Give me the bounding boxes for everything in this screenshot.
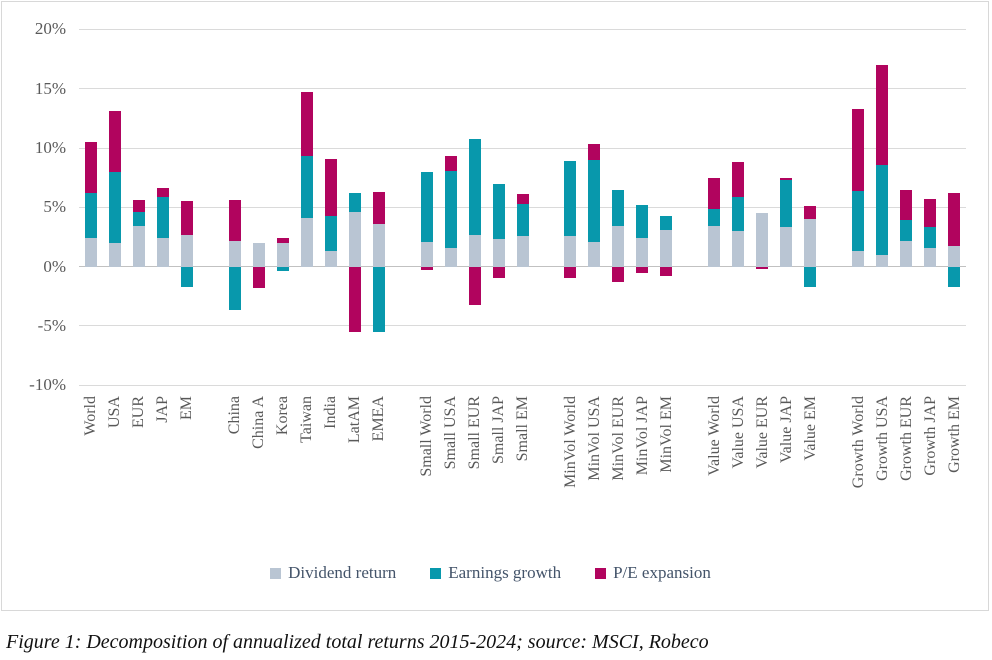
bar-segment-dividend-korea [277,243,289,267]
x-axis-category-label [321,396,340,546]
legend-swatch-earnings-icon [430,568,441,579]
x-axis-category-label-text: MinVol World [561,396,579,488]
gridline [79,385,966,386]
bar-segment-pe-small-jap [493,267,505,279]
bar-segment-pe-china-a [253,267,265,288]
bar-segment-pe-growth-jap [924,199,936,227]
bar-segment-earnings-latam [349,193,361,212]
bar-segment-pe-small-usa [445,156,457,170]
bar-segment-earnings-minvol-usa [588,160,600,242]
bar-segment-pe-latam [349,267,361,332]
bar-segment-dividend-value-usa [732,231,744,267]
x-axis-category-label-text: JAP [154,396,172,423]
x-axis-category-label-text: EUR [130,396,148,428]
x-axis-category-label-text: Value JAP [777,396,795,464]
gridline [79,325,966,326]
bar-segment-dividend-india [325,251,337,266]
bar-segment-pe-emea [373,192,385,224]
bar-segment-earnings-growth-usa [876,165,888,255]
bar-segment-dividend-china [229,241,241,267]
bar-segment-dividend-china-a [253,243,265,267]
x-axis-category-label-text: Growth EUR [897,396,915,481]
bar-segment-pe-eur [133,200,145,212]
x-axis-category-label-text: Value EM [801,396,819,461]
bar-segment-dividend-small-eur [469,235,481,267]
bar-segment-earnings-small-usa [445,171,457,248]
x-axis-category-label [297,396,316,546]
x-axis-category-label-text: MinVol EM [657,396,675,473]
x-axis-category-label [513,396,532,546]
x-axis-category-label [849,396,868,546]
x-axis-category-label-text: World [82,396,100,436]
bar-segment-dividend-taiwan [301,218,313,267]
bar-segment-earnings-minvol-em [660,216,672,230]
bar-segment-earnings-value-jap [780,180,792,227]
legend-label: P/E expansion [613,563,711,582]
legend-label: Dividend return [288,563,397,582]
bar-segment-dividend-minvol-jap [636,238,648,266]
bar-segment-dividend-growth-world [852,251,864,266]
bar-segment-dividend-minvol-usa [588,242,600,267]
bar-segment-dividend-latam [349,212,361,267]
bar-segment-pe-korea [277,238,289,243]
bar-segment-earnings-small-jap [493,184,505,240]
x-axis-category-label [369,396,388,546]
bar-segment-pe-value-em [804,206,816,219]
x-axis-category-label-text: Value EUR [753,396,771,469]
x-axis-category-label [777,396,796,546]
bar-segment-dividend-jap [157,238,169,266]
bar-segment-pe-world [85,142,97,193]
x-axis-category-label-text: Small EUR [466,396,484,470]
bar-segment-earnings-growth-world [852,191,864,251]
bar-segment-earnings-world [85,193,97,238]
x-axis-category-label-text: Growth World [849,396,867,489]
bar-segment-earnings-growth-eur [900,220,912,240]
x-axis-category-label-text: Small USA [442,396,460,470]
bar-segment-pe-jap [157,188,169,196]
x-axis-category-label-text: EMEA [370,396,388,442]
x-axis-category-label [561,396,580,546]
bar-segment-pe-india [325,159,337,216]
bar-segment-earnings-emea [373,267,385,332]
x-axis-category-label-text: Korea [274,396,292,436]
bar-segment-pe-growth-world [852,109,864,191]
bar-segment-dividend-emea [373,224,385,267]
x-axis-category-label-text: Growth USA [873,396,891,481]
bar-segment-pe-small-eur [469,267,481,305]
bar-segment-pe-minvol-usa [588,144,600,159]
bar-segment-earnings-value-usa [732,197,744,231]
bar-segment-dividend-growth-em [948,246,960,266]
x-axis-category-label [801,396,820,546]
bar-segment-earnings-small-world [421,172,433,242]
x-axis-category-label [249,396,268,546]
bar-segment-dividend-small-usa [445,248,457,267]
y-axis-tick-label: -5% [37,315,66,335]
bar-segment-earnings-value-em [804,267,816,287]
bar-segment-dividend-usa [109,243,121,267]
x-axis-category-label-text: Value USA [729,396,747,469]
bar-segment-dividend-value-em [804,219,816,266]
x-axis-category-label [897,396,916,546]
chart-legend [47,562,934,584]
x-axis-category-label-text: Taiwan [298,396,316,443]
legend-item-earnings [430,564,561,582]
bar-segment-pe-value-jap [780,178,792,180]
x-axis-category-label [81,396,100,546]
x-axis-category-label-text: India [322,396,340,429]
bar-segment-earnings-china [229,267,241,311]
x-axis-category-label-text: USA [106,396,124,429]
bar-segment-dividend-small-world [421,242,433,267]
x-axis-category-label-text: Growth JAP [921,396,939,476]
bar-segment-dividend-em [181,235,193,267]
x-axis-category-label [129,396,148,546]
bar-segment-dividend-minvol-eur [612,226,624,266]
bar-segment-pe-minvol-em [660,267,672,276]
bar-segment-pe-growth-usa [876,65,888,165]
bar-segment-earnings-jap [157,197,169,238]
x-axis-category-label-text: Small EM [514,396,531,462]
bar-segment-earnings-small-em [517,204,529,236]
x-axis-category-label-text: MinVol EUR [609,396,627,481]
x-axis-category-label [873,396,892,546]
bar-segment-pe-minvol-eur [612,267,624,282]
bar-segment-dividend-minvol-world [564,236,576,267]
y-axis-tick-label: -10% [29,375,66,395]
legend-label: Earnings growth [448,563,562,582]
x-axis-category-label-text: LatAM [346,396,364,444]
x-axis-category-label [105,396,124,546]
y-axis-tick-label: 20% [34,19,66,39]
bar-segment-pe-value-usa [732,162,744,196]
x-axis-category-label [153,396,172,546]
x-axis-category-label [225,396,244,546]
x-axis-category-label-text: MinVol USA [585,396,603,481]
bar-segment-pe-china [229,200,241,240]
x-axis-category-label-text: China [226,396,244,435]
x-axis-category-label [585,396,604,546]
bar-segment-pe-minvol-world [564,267,576,279]
bar-segment-earnings-value-world [708,209,720,227]
x-axis-category-label [657,396,676,546]
bar-segment-pe-growth-eur [900,190,912,221]
x-axis-category-label [345,396,364,546]
x-axis-category-label-text: Small JAP [490,396,508,465]
bar-segment-earnings-em [181,267,193,287]
bar-segment-earnings-minvol-world [564,161,576,236]
x-axis-category-label [273,396,292,546]
bar-segment-pe-value-world [708,178,720,209]
bar-segment-pe-minvol-jap [636,267,648,273]
bar-segment-earnings-growth-jap [924,227,936,247]
bar-segment-earnings-growth-em [948,267,960,287]
legend-swatch-dividend-icon [270,568,281,579]
y-axis-tick-label: 10% [34,138,66,158]
x-axis-category-label [921,396,940,546]
x-axis-category-label [417,396,436,546]
x-axis-category-label-text: Small World [418,396,436,477]
bar-segment-earnings-taiwan [301,156,313,218]
x-axis-category-label-text: China A [250,396,268,449]
x-axis-category-label [177,396,196,546]
x-axis-category-label-text: MinVol JAP [633,396,651,476]
bar-segment-earnings-korea [277,267,289,272]
bar-segment-earnings-india [325,216,337,252]
bar-segment-pe-small-em [517,194,529,203]
x-axis-category-label-text: Growth EM [945,396,963,473]
bar-segment-dividend-value-eur [756,213,768,266]
bar-segment-dividend-growth-eur [900,241,912,267]
bar-segment-dividend-small-jap [493,239,505,266]
bar-segment-dividend-eur [133,226,145,266]
bar-segment-dividend-world [85,238,97,266]
gridline [79,148,966,149]
bar-segment-dividend-small-em [517,236,529,267]
y-axis-tick-label: 15% [34,78,66,98]
bar-segment-dividend-value-jap [780,227,792,266]
bar-segment-earnings-small-eur [469,139,481,235]
bar-segment-pe-small-world [421,267,433,271]
y-axis-tick-label: 5% [43,197,66,217]
legend-item-dividend [270,564,396,582]
x-axis-category-label [945,396,964,546]
bar-segment-dividend-minvol-em [660,230,672,267]
gridline [79,29,966,30]
x-axis-category-label [729,396,748,546]
bar-segment-earnings-eur [133,212,145,226]
x-axis-category-label [609,396,628,546]
x-axis-category-label [705,396,724,546]
bar-segment-dividend-growth-usa [876,255,888,267]
figure-caption: Figure 1: Decomposition of annualized total returns 2015-2024; source: MSCI, Robeco [6,631,709,653]
bar-segment-pe-taiwan [301,92,313,156]
x-axis-category-label [465,396,484,546]
bar-segment-pe-value-eur [756,267,768,269]
y-axis-tick-label: 0% [43,256,66,276]
bar-segment-pe-usa [109,111,121,171]
x-axis-category-label [441,396,460,546]
bar-segment-pe-em [181,201,193,234]
bar-segment-dividend-value-world [708,226,720,266]
legend-item-pe [595,564,711,582]
x-axis-category-label [753,396,772,546]
bar-segment-dividend-growth-jap [924,248,936,267]
x-axis-category-label [489,396,508,546]
x-axis-category-label [633,396,652,546]
bar-segment-earnings-usa [109,172,121,243]
x-axis-category-label-text: EM [178,396,196,420]
legend-swatch-pe-icon [595,568,606,579]
x-axis-category-label-text: Value World [705,396,723,476]
bar-segment-earnings-minvol-eur [612,190,624,227]
bar-segment-earnings-minvol-jap [636,205,648,238]
bar-segment-pe-growth-em [948,193,960,246]
gridline [79,88,966,89]
